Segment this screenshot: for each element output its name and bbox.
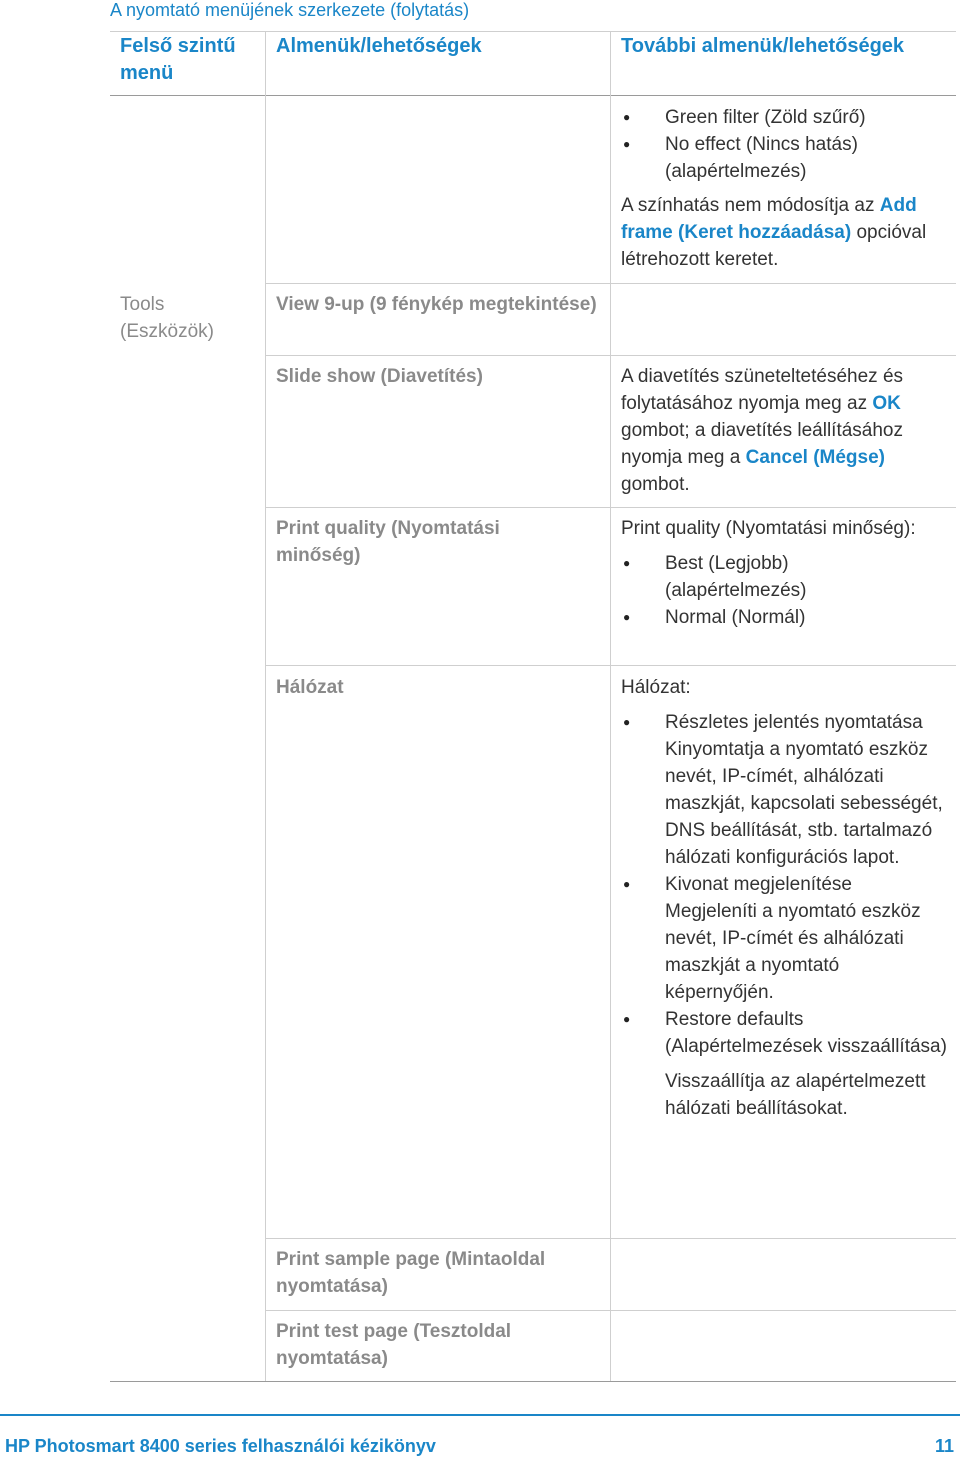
list-item: ● No effect (Nincs hatás) (alapértelmezés)	[621, 131, 951, 185]
list-item: ● Restore defaults (Alapértelmezések visszaállítása) Visszaállítja az alapértelmezett hálózati beállításokat.	[621, 1006, 951, 1122]
print-quality-intro: Print quality (Nyomtatási minőség):	[621, 518, 916, 539]
color-effect-options	[621, 104, 951, 273]
option-view-9up: View 9-up (9 fénykép megtekintése)	[276, 294, 597, 315]
col-divider-2	[610, 31, 611, 1381]
page-number: 11	[934, 1436, 954, 1456]
col-divider-1	[265, 31, 266, 1381]
row-rule	[265, 507, 956, 508]
option-slide-show: Slide show (Diavetítés)	[276, 366, 483, 387]
header-more-options: További almenük/lehetőségek	[621, 35, 905, 57]
list-item: ● Részletes jelentés nyomtatása Kinyomtatja a nyomtató eszköz nevét, IP-címét, alhálózati maszkját, kapcsolati sebességét, DNS beállítását, stb. tartalmazó hálózati konfigurációs lapot.	[621, 709, 951, 871]
option-print-test-page: Print test page (Tesztoldal nyomtatása)	[276, 1321, 512, 1369]
row-rule	[265, 355, 956, 356]
option-print-sample-page: Print sample page (Mintaoldal nyomtatása)	[276, 1249, 546, 1297]
row-rule	[265, 665, 956, 666]
bottom-rule	[110, 1381, 956, 1382]
footer-manual-title: HP Photosmart 8400 series felhasználói kézikönyv	[5, 1436, 436, 1456]
list-item: ● Normal (Normál)	[621, 604, 921, 631]
header-top-menu: Felső szintű menü	[120, 35, 236, 84]
row-rule	[265, 283, 956, 284]
print-quality-options	[621, 515, 921, 631]
network-options	[621, 674, 951, 1122]
list-item: ● Kivonat megjelenítése Megjeleníti a nyomtató eszköz nevét, IP-címét és alhálózati maszkját a nyomtató képernyőjén.	[621, 871, 951, 1006]
header-submenu: Almenük/lehetőségek	[276, 35, 482, 57]
list-item: ● Best (Legjobb) (alapértelmezés)	[621, 550, 921, 604]
footer-rule	[0, 1414, 960, 1416]
network-intro: Hálózat:	[621, 677, 691, 698]
table-continuation-title: A nyomtató menüjének szerkezete (folytatás)	[110, 0, 470, 20]
option-print-quality: Print quality (Nyomtatási minőség)	[276, 518, 500, 566]
slide-show-description: A diavetítés szüneteltetéséhez és folytatásához nyomja meg az OK gombot; a diavetítés leállításához nyomja meg a Cancel (Mégse) gombot.	[621, 366, 904, 495]
color-effect-note: A színhatás nem módosítja az Add frame (Keret hozzáadása) opcióval létrehozott keretet.	[621, 195, 927, 270]
option-network: Hálózat	[276, 677, 344, 698]
top-rule	[110, 31, 956, 32]
row-rule	[265, 1310, 956, 1311]
top-menu-tools: Tools (Eszközök)	[120, 294, 214, 342]
header-rule	[110, 95, 956, 96]
list-item: ● Green filter (Zöld szűrő)	[621, 104, 951, 131]
row-rule	[265, 1238, 956, 1239]
